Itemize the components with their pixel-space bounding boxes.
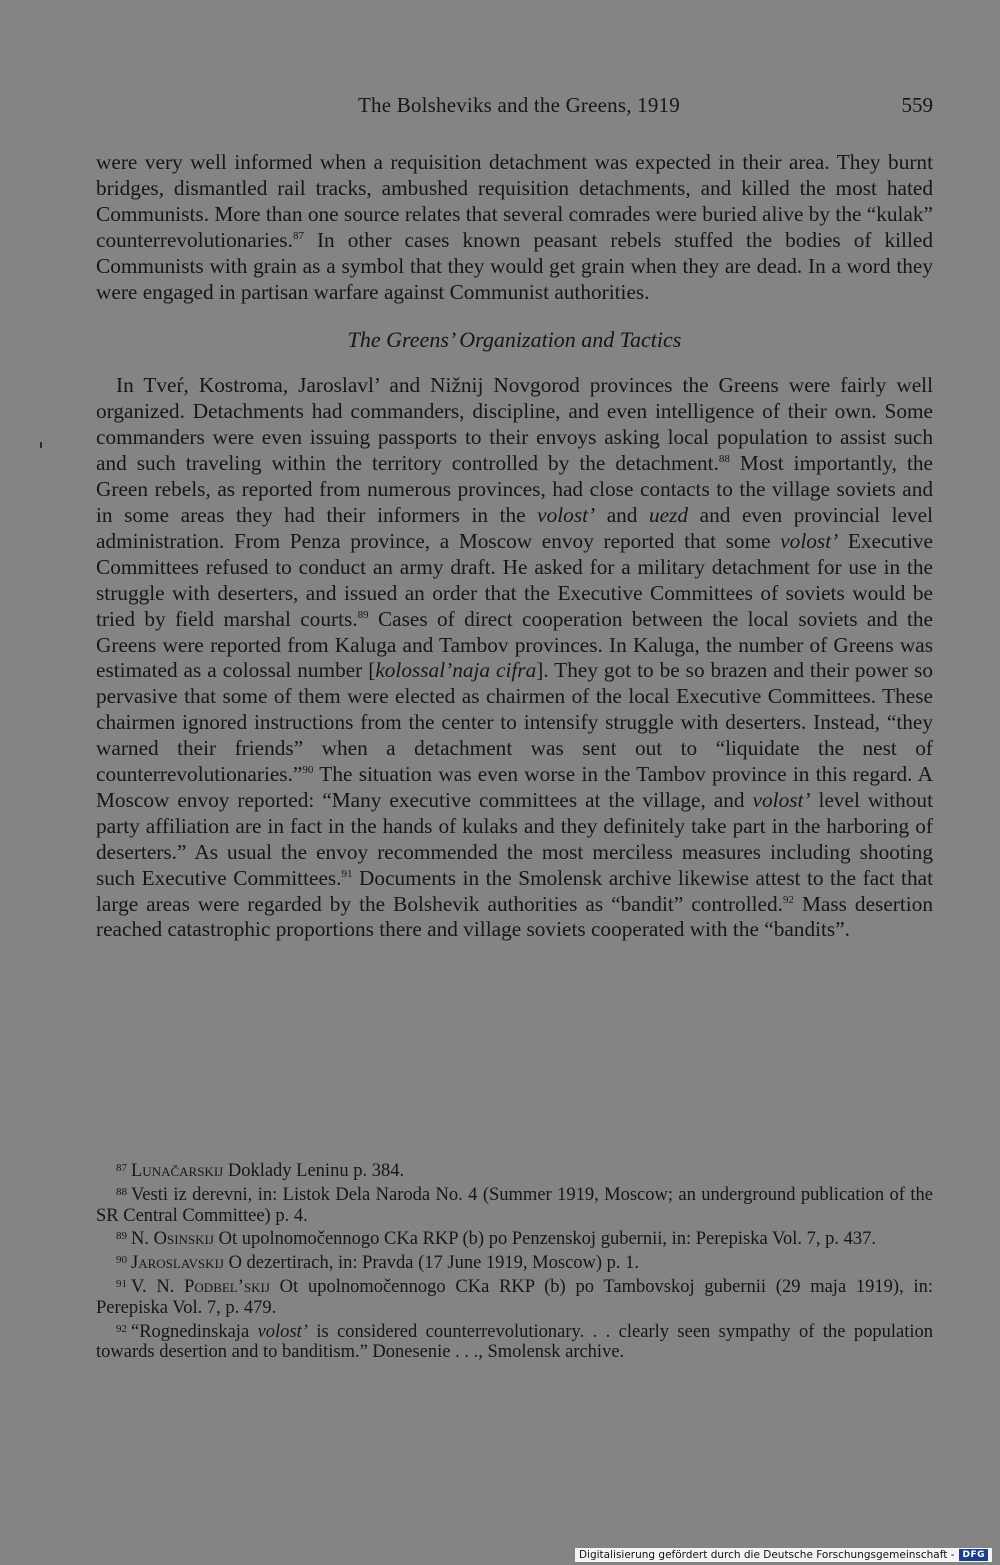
scan-speck: [40, 442, 42, 448]
footnote: $^{92}$ “Rognedinskaja volost’ is considered counterrevolutionary. . . clearly seen sympathy of the population towards desertion and to banditism.” Donesenie . . ., Smolensk archive.: [96, 1321, 933, 1363]
dfg-logo-icon: DFG: [959, 1549, 988, 1561]
footnote: $^{89}$ N. Osinskij Ot upolnomočennogo CKa RKP (b) po Penzenskoj gubernii, in: Perepiska Vol. 7, p. 437.: [116, 1229, 876, 1250]
digitization-credit-text: Digitalisierung gefördert durch die Deutsche Forschungsgemeinschaft -: [578, 1549, 955, 1561]
body-text: [96, 150, 933, 943]
section-heading: The Greens’ Organization and Tactics: [347, 327, 682, 353]
footnote: $^{91}$ V. N. Podbel’skij Ot upolnomočennogo CKa RKP (b) po Tambovskoj gubernii (29 maja 1919), in: Perepiska Vol. 7, p. 479.: [96, 1276, 933, 1318]
paragraph: In Tveŕ, Kostroma, Jaroslavl’ and Nižnij Novgorod provinces the Greens were fairly well organized. Detachments had commanders, discipline, and even intelligence of their own. Some commanders were even issuing passports to their envoys asking local population to assist such and such traveling within the territory controlled by the detachment.$^{88}$ Most importantly, the Green rebels, as reported from numerous provinces, had close contacts to the village soviets and in some areas they had their informers in the volost’ and uezd and even provincial level administration. From Penza province, a Moscow envoy reported that some volost’ Executive Committees refused to conduct an army draft. He asked for a military detachment for use in the struggle with deserters, and issued an order that the Executive Committees of soviets would be tried by field marshal courts.$^{89}$ Cases of direct cooperation between the local soviets and the Greens were reported from Kaluga and Tambov provinces. In Kaluga, the number of Greens was estimated as a colossal number [kolossal’naja cifra]. They got to be so brazen and their power so pervasive that some of them were elected as chairmen of the local Executive Committees. These chairmen ignored instructions from the center to intensify struggle with deserters. Instead, “they warned their friends” when a detachment was sent out to “liquidate the nest of counterrevolutionaries.”$^{90}$ The situation was even worse in the Tambov province in this regard. A Moscow envoy reported: “Many executive committees at the village, and volost’ level without party affiliation are in fact in the hands of kulaks and they definitely take part in the harboring of deserters.” As usual the envoy recommended the most merciless measures including shooting such Executive Committees.$^{91}$ Documents in the Smolensk archive likewise attest to the fact that large areas were regarded by the Bolshevik authorities as “bandit” controlled.$^{92}$ Mass desertion reached catastrophic proportions there and village soviets cooperated with the “bandits”.: [96, 373, 934, 942]
footnotes: [96, 1158, 933, 1363]
page-number: 559: [901, 93, 933, 117]
footnote-ref[interactable]: 87: [292, 229, 304, 242]
footnote: $^{87}$ Lunačarskij Doklady Leninu p. 384.: [116, 1161, 405, 1181]
footnote-ref[interactable]: 90: [302, 764, 314, 777]
footnote: $^{90}$ Jaroslavskij O dezertirach, in: Pravda (17 June 1919, Moscow) p. 1.: [116, 1253, 640, 1274]
running-head: [96, 93, 933, 121]
footnote: $^{88}$ Vesti iz derevni, in: Listok Dela Naroda No. 4 (Summer 1919, Moscow; an underground publication of the SR Central Committee) p. 4.: [96, 1184, 933, 1226]
running-title: The Bolsheviks and the Greens, 1919: [358, 93, 680, 117]
paragraph: were very well informed when a requisition detachment was expected in their area. They burnt bridges, dismantled rail tracks, ambushed requisition detachments, and killed the most hated Communists. More than one source relates that several comrades were buried alive by the “kulak” counterrevolutionaries.$^{87}$ In other cases known peasant rebels stuffed the bodies of killed Communists with grain as a symbol that they would get grain when they are dead. In a word they were engaged in partisan warfare against Communist authorities.: [96, 150, 933, 304]
digitization-credit: [575, 1548, 992, 1562]
footnote-ref[interactable]: 89: [357, 608, 369, 621]
footnote-ref[interactable]: 88: [718, 453, 730, 466]
footnote-ref[interactable]: 92: [782, 893, 794, 906]
footnote-ref[interactable]: 91: [341, 867, 353, 880]
